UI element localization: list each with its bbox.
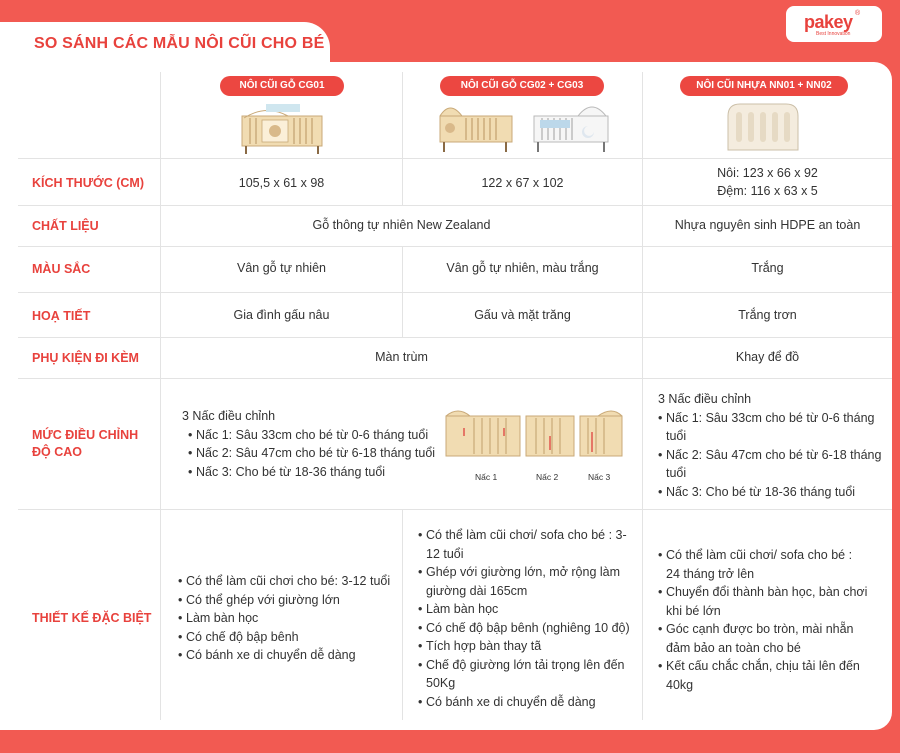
height-nn-list <box>658 409 883 502</box>
row-label-material: CHẤT LIỆU <box>32 219 99 233</box>
step-label-2: Nấc 2 <box>536 472 559 482</box>
height-nn-heading: 3 Nấc điều chỉnh <box>658 392 752 406</box>
pattern-cg02-cg03: Gấu và mặt trăng <box>474 308 571 322</box>
accessory-wood: Màn trùm <box>375 350 428 364</box>
row-divider <box>18 337 892 338</box>
height-wood-block <box>182 407 442 481</box>
list-item: • Làm bàn học <box>178 609 398 628</box>
list-item: • Có thể làm cũi chơi/ sofa cho bé : 3-12 tuổi <box>418 526 633 563</box>
list-item: • Ghép với giường lớn, mở rộng làm giường dài 165cm <box>418 563 633 600</box>
height-nn-block <box>658 390 883 501</box>
step-label-3: Nấc 3 <box>588 472 611 482</box>
list-item: • Làm bàn học <box>418 600 633 619</box>
list-item: • Có bánh xe di chuyển dễ dàng <box>418 693 633 712</box>
logo-trademark: ® <box>855 10 861 17</box>
size-cg02-cg03: 122 x 67 x 102 <box>481 176 564 190</box>
list-item: • Chuyển đổi thành bàn học, bàn chơi khi bé lớn <box>658 583 868 620</box>
accessory-nn: Khay để đồ <box>735 350 800 364</box>
list-item: • Nấc 1: Sâu 33cm cho bé từ 0-6 tháng tuổi <box>188 426 442 445</box>
step-label-1: Nấc 1 <box>475 472 498 482</box>
crib-cg02-image <box>436 96 518 158</box>
product-label-cg01: NÔI CŨI GỖ CG01 <box>220 76 344 96</box>
list-item: • Nấc 2: Sâu 47cm cho bé từ 6-18 tháng tuổi <box>188 444 442 463</box>
design-cg01-block <box>178 572 398 665</box>
size-cg01: 105,5 x 61 x 98 <box>238 176 325 190</box>
pattern-cg01: Gia đình gấu nâu <box>233 308 330 322</box>
list-item: • Nấc 3: Cho bé từ 18-36 tháng tuổi <box>188 463 442 482</box>
comparison-board <box>0 62 892 730</box>
row-label-height-line1: MỨC ĐIỀU CHỈNH <box>32 428 139 442</box>
row-divider <box>18 246 892 247</box>
height-wood-list <box>182 426 442 482</box>
material-wood: Gỗ thông tự nhiên New Zealand <box>312 218 491 232</box>
brand-logo <box>786 6 882 42</box>
color-cg01: Vân gỗ tự nhiên <box>237 261 326 275</box>
list-item: • Có thể làm cũi chơi cho bé: 3-12 tuổi <box>178 572 398 591</box>
crib-nn01-image <box>722 98 804 156</box>
size-nn-mattress: Đệm: 116 x 63 x 5 <box>717 184 818 198</box>
product-label-nn01-nn02: NÔI CŨI NHỰA NN01 + NN02 <box>680 76 848 96</box>
list-item: • Có chế độ bập bênh (nghiêng 10 độ) <box>418 619 633 638</box>
material-plastic: Nhựa nguyên sinh HDPE an toàn <box>674 218 861 232</box>
color-nn: Trắng <box>751 261 784 275</box>
column-divider <box>402 509 403 720</box>
list-item: • Chế độ giường lớn tải trọng lên đến 50Kg <box>418 656 633 693</box>
logo-text: pakey <box>804 12 853 32</box>
row-divider <box>18 205 892 206</box>
design-cg01-list <box>178 572 398 665</box>
page-title: SO SÁNH CÁC MẪU NÔI CŨI CHO BÉ <box>34 35 325 52</box>
pattern-nn: Trắng trơn <box>738 308 797 322</box>
design-cg02-list <box>418 526 633 711</box>
list-item: • Nấc 3: Cho bé từ 18-36 tháng tuổi <box>658 483 883 502</box>
product-label-cg02-cg03: NÔI CŨI GỖ CG02 + CG03 <box>440 76 604 96</box>
row-divider <box>18 292 892 293</box>
design-nn-block <box>658 546 868 694</box>
row-label-color: MÀU SẮC <box>32 262 91 276</box>
list-item: • Có thể làm cũi chơi/ sofa cho bé : 24 tháng trở lên <box>658 546 868 583</box>
list-item: • Nấc 2: Sâu 47cm cho bé từ 6-18 tháng tuổi <box>658 446 883 483</box>
color-cg02-cg03: Vân gỗ tự nhiên, màu trắng <box>446 261 599 275</box>
crib-cg01-image <box>236 98 328 158</box>
list-item: • Có chế độ bập bênh <box>178 628 398 647</box>
height-wood-heading: 3 Nấc điều chỉnh <box>182 409 276 423</box>
list-item: • Nấc 1: Sâu 33cm cho bé từ 0-6 tháng tuổi <box>658 409 883 446</box>
row-label-design: THIẾT KẾ ĐẶC BIỆT <box>32 611 152 625</box>
height-step-images <box>444 406 624 468</box>
row-label-size: KÍCH THƯỚC (CM) <box>32 176 144 190</box>
column-divider <box>160 72 161 720</box>
row-label-pattern: HOẠ TIẾT <box>32 309 91 323</box>
list-item: • Có thể ghép với giường lớn <box>178 591 398 610</box>
list-item: • Có bánh xe di chuyển dễ dàng <box>178 646 398 665</box>
row-divider <box>18 378 892 379</box>
row-label-accessory: PHỤ KIỆN ĐI KÈM <box>32 351 139 365</box>
list-item: • Tích hợp bàn thay tã <box>418 637 633 656</box>
row-divider <box>18 158 892 159</box>
logo-tagline: Best Innovation <box>816 31 851 37</box>
row-label-height-line2: ĐỘ CAO <box>32 445 82 459</box>
row-divider <box>18 509 892 510</box>
row-label-height <box>32 427 138 461</box>
top-bar <box>0 0 900 62</box>
crib-cg03-image <box>530 96 612 158</box>
list-item: • Kết cấu chắc chắn, chịu tải lên đến 40kg <box>658 657 868 694</box>
design-cg02-block <box>418 526 633 711</box>
design-nn-list <box>658 546 868 694</box>
list-item: • Góc cạnh được bo tròn, mài nhẵn đảm bảo an toàn cho bé <box>658 620 868 657</box>
size-nn-crib: Nôi: 123 x 66 x 92 <box>717 166 818 180</box>
title-tab <box>0 22 330 62</box>
